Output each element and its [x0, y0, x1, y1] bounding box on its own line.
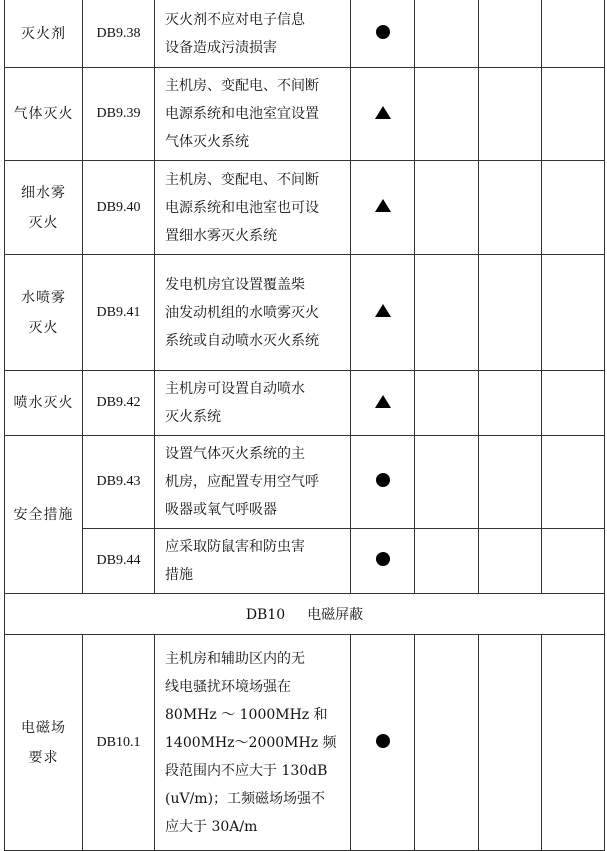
- circle-mark-icon: [376, 25, 390, 39]
- circle-mark-icon: [376, 473, 390, 487]
- description-cell: 灭火剂不应对电子信息 设备造成污渍损害: [155, 0, 351, 68]
- code-cell: DB9.42: [83, 371, 155, 436]
- circle-mark-icon: [376, 734, 390, 748]
- triangle-mark-icon: [375, 395, 391, 408]
- mark-cell: [351, 255, 415, 371]
- description-cell: 应采取防鼠害和防虫害 措施: [155, 529, 351, 594]
- table-row: [5, 161, 605, 255]
- code-cell: DB9.39: [83, 68, 155, 161]
- code-cell: DB9.41: [83, 255, 155, 371]
- description-cell: 主机房可设置自动喷水 灭火系统: [155, 371, 351, 436]
- code-cell: DB10.1: [83, 635, 155, 851]
- mark-cell: [351, 529, 415, 594]
- category-cell: 水喷雾灭火: [5, 255, 83, 371]
- category-cell: 安全措施: [5, 436, 83, 594]
- triangle-mark-icon: [375, 106, 391, 119]
- mark-cell: [351, 436, 415, 529]
- table-row: [5, 529, 605, 594]
- category-cell: 喷水灭火: [5, 371, 83, 436]
- requirements-table: [4, 0, 605, 851]
- description-cell: 设置气体灭火系统的主 机房，应配置专用空气呼 吸器或氧气呼吸器: [155, 436, 351, 529]
- description-cell: 主机房和辅助区内的无 线电骚扰环境场强在 80MHz ～ 1000MHz 和 1400MHz～2000MHz 频 段范围内不应大于 130dB (uV/m)；工频磁场场强不 应大于 30A/m: [155, 635, 351, 851]
- triangle-mark-icon: [375, 199, 391, 212]
- description-cell: 主机房、变配电、不间断 电源系统和电池室宜设置 气体灭火系统: [155, 68, 351, 161]
- code-cell: DB9.44: [83, 529, 155, 594]
- mark-cell: [351, 0, 415, 68]
- table-row: [5, 255, 605, 371]
- table-row: [5, 0, 605, 68]
- table-row: [5, 635, 605, 851]
- table-row: [5, 436, 605, 529]
- circle-mark-icon: [376, 552, 390, 566]
- description-cell: 发电机房宜设置覆盖柴 油发动机组的水喷雾灭火 系统或自动喷水灭火系统: [155, 255, 351, 371]
- category-cell: 细水雾灭火: [5, 161, 83, 255]
- code-cell: DB9.43: [83, 436, 155, 529]
- code-cell: DB9.40: [83, 161, 155, 255]
- category-cell: 灭火剂: [5, 0, 83, 68]
- mark-cell: [351, 635, 415, 851]
- section-row: [5, 594, 605, 635]
- category-cell: 电磁场要求: [5, 635, 83, 851]
- section-title: 电磁屏蔽: [307, 607, 364, 623]
- triangle-mark-icon: [375, 304, 391, 317]
- table-row: [5, 371, 605, 436]
- description-cell: 主机房、变配电、不间断 电源系统和电池室也可设 置细水雾灭火系统: [155, 161, 351, 255]
- mark-cell: [351, 371, 415, 436]
- code-cell: DB9.38: [83, 0, 155, 68]
- table-row: [5, 68, 605, 161]
- section-heading: [5, 594, 605, 635]
- category-cell: 气体灭火: [5, 68, 83, 161]
- mark-cell: [351, 68, 415, 161]
- mark-cell: [351, 161, 415, 255]
- section-code: DB10: [245, 607, 286, 623]
